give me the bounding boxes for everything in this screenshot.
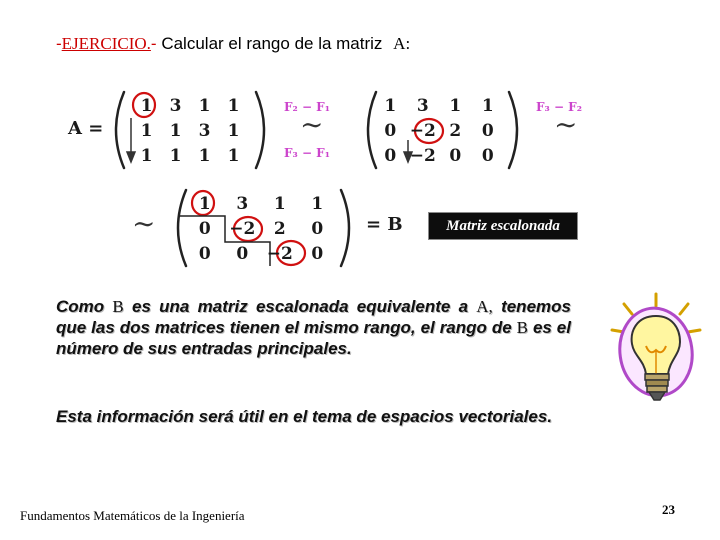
matrix-a-cell: 1 [140,121,153,141]
matrix-2-cell: 0 [481,146,494,166]
matrix-a-cell: 3 [198,121,211,141]
footer-course-title: Fundamentos Matemáticos de la Ingeniería [20,508,245,523]
matrix-2-cell: −2 [409,146,436,166]
matrix-3-cell: 1 [198,194,211,214]
title-text: Calcular el rango de la matriz [161,34,383,53]
matrix-a-cell: 1 [169,146,182,166]
matrix-2-cell: 3 [416,96,429,116]
matrix-3-cell: 0 [198,244,211,264]
matrix-2-cell: −2 [409,121,436,141]
matrix-3-cell: 0 [236,244,249,264]
matrix-a-cell: 1 [140,146,153,166]
para1-part4: es el número de sus entradas principales. [56,318,571,358]
matrix-3-cell: 1 [311,194,324,214]
para1-part1: Como [56,297,105,316]
matrix-3 [186,192,336,267]
matrix-a-cell: 1 [198,146,211,166]
matrix-2-cell: 0 [449,146,462,166]
matrix-a-cell: 1 [198,96,211,116]
matrix-2 [374,94,504,169]
matrix-3-cell: 0 [198,219,211,239]
title-matrix-var: A: [393,34,411,53]
title-separator: - [150,34,157,53]
matrix-a-left-paren [116,92,124,168]
para1-var-b: B [112,297,124,316]
matrix-2-cell: 0 [481,121,494,141]
matrix-2-cell: 2 [449,121,462,141]
matrix-2-cell: 0 [384,146,397,166]
exercise-label: EJERCICIO. [61,34,151,53]
equivalence-symbol-3: ∼ [132,207,156,240]
explanation-paragraph [56,296,571,359]
lightbulb-icon [606,290,706,420]
matrix-a-right-paren [256,92,264,168]
para1-part3: tenemos que las dos matrices tienen el mismo rango, el rango de [56,297,571,337]
matrix-3-cell: 0 [311,244,324,264]
matrix-2-cell: 0 [384,121,397,141]
row-operation-f3-f1: F₃ − F₁ [284,146,330,160]
equals-b-label: = B [366,214,403,235]
matrix-3-cell: 0 [311,219,324,239]
note-paragraph: Esta información será útil en el tema de espacios vectoriales. [56,407,553,426]
para1-var-a: A, [476,297,493,316]
matrix-a-cell: 3 [169,96,182,116]
matrix-a-cell: 1 [227,146,240,166]
matrix-3-cell: −2 [266,244,293,264]
matrix-a [132,94,248,169]
para1-var-b2: B [516,318,528,337]
matrix-a-cell: 1 [227,121,240,141]
matrix-3-cell: −2 [229,219,256,239]
matrix-2-cell: 1 [384,96,397,116]
matrix-a-cell: 1 [169,121,182,141]
matrix-2-cell: 1 [481,96,494,116]
matrix-3-cell: 1 [273,194,286,214]
matrix-3-cell: 3 [236,194,249,214]
equivalence-symbol-2: ∼ [554,108,578,141]
para1-part2: es una matriz escalonada equivalente a [132,297,469,316]
row-operation-f3-f2: F₃ − F₂ [536,100,582,114]
matrix-a-label: A = [68,118,104,139]
matrix-2-cell: 1 [449,96,462,116]
matrix-3-cell: 2 [273,219,286,239]
matrix-3-right-paren [341,190,349,266]
page-number: 23 [662,502,675,517]
equivalence-symbol-1: ∼ [300,108,324,141]
title-prefix: - [56,34,62,53]
echelon-matrix-badge: Matriz escalonada [428,212,578,240]
matrix-3-left-paren [178,190,186,266]
matrix-2-right-paren [509,92,517,168]
row-operation-f2-f1: F₂ − F₁ [284,100,330,114]
matrix-a-cell: 1 [227,96,240,116]
matrix-a-cell: 1 [140,96,153,116]
